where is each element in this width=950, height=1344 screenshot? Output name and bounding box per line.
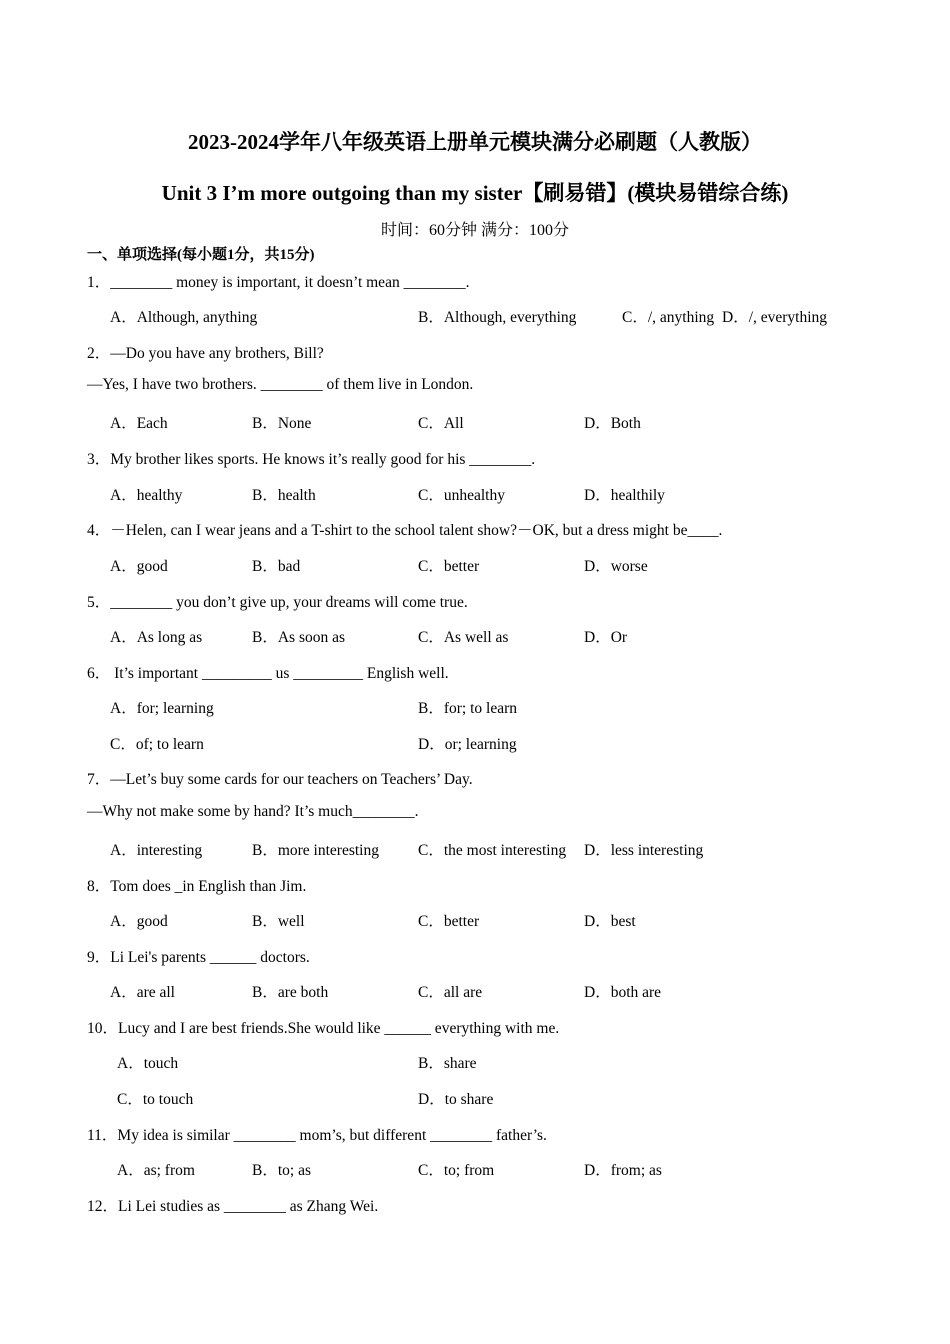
question-6-option-c: C．of; to learn <box>110 736 204 753</box>
question-1-option-b: B．Although, everything <box>418 309 577 326</box>
question-5-option-d: D．Or <box>584 629 628 646</box>
question-2-option-c: C．All <box>418 415 464 432</box>
question-2-stem: 2．—Do you have any brothers, Bill? <box>87 345 324 362</box>
question-9-option-b: B．are both <box>252 984 329 1001</box>
question-11-option-a: A．as; from <box>117 1162 195 1179</box>
question-2-stem-cont: —Yes, I have two brothers. ________ of them live in London. <box>87 376 474 393</box>
question-11-option-c: C．to; from <box>418 1162 495 1179</box>
question-7-stem: 7．—Let’s buy some cards for our teachers on Teachers’ Day. <box>87 771 473 788</box>
question-5-stem: 5．________ you don’t give up, your dreams will come true. <box>87 594 468 611</box>
question-5-option-a: A．As long as <box>110 629 203 646</box>
question-2-option-d: D．Both <box>584 415 641 432</box>
question-2-option-b: B．None <box>252 415 312 432</box>
question-5-option-c: C．As well as <box>418 629 509 646</box>
question-6-option-a: A．for; learning <box>110 700 214 717</box>
question-4-option-d: D．worse <box>584 558 648 575</box>
question-10-stem: 10．Lucy and I are best friends.She would like ______ everything with me. <box>87 1020 560 1037</box>
question-1-option-d: D．/, everything <box>722 309 828 326</box>
exam-meta: 时间：60分钟 满分：100分 <box>380 222 569 239</box>
question-4-option-a: A．good <box>110 558 168 575</box>
question-7-option-a: A．interesting <box>110 842 203 859</box>
question-7-stem-cont: —Why not make some by hand? It’s much________. <box>87 803 419 820</box>
question-7-option-c: C．the most interesting <box>418 842 567 859</box>
question-7-option-d: D．less interesting <box>584 842 704 859</box>
question-9-option-a: A．are all <box>110 984 175 1001</box>
question-9-option-d: D．both are <box>584 984 662 1001</box>
question-3-option-d: D．healthily <box>584 487 665 504</box>
question-10-option-a: A．touch <box>117 1055 179 1072</box>
question-4-option-c: C．better <box>418 558 480 575</box>
question-10-option-d: D．to share <box>418 1091 494 1108</box>
question-3-stem: 3．My brother likes sports. He knows it’s really good for his ________. <box>87 451 536 468</box>
question-8-option-a: A．good <box>110 913 168 930</box>
question-9-option-c: C．all are <box>418 984 483 1001</box>
question-3-option-a: A．healthy <box>110 487 183 504</box>
question-1-option-c: C．/, anything <box>622 309 715 326</box>
question-6-option-d: D．or; learning <box>418 736 517 753</box>
question-4-option-b: B．bad <box>252 558 301 575</box>
question-4-stem: 4．－Helen, can I wear jeans and a T-shirt to the school talent show?－OK, but a dress might be____. <box>87 522 723 539</box>
question-3-option-c: C．unhealthy <box>418 487 505 504</box>
question-6-stem: 6． It’s important _________ us _________ English well. <box>87 665 449 682</box>
question-11-stem: 11．My idea is similar ________ mom’s, but different ________ father’s. <box>87 1127 547 1144</box>
question-8-option-d: D．best <box>584 913 636 930</box>
question-12-stem: 12．Li Lei studies as ________ as Zhang Wei. <box>87 1198 379 1215</box>
question-9-stem: 9．Li Lei's parents ______ doctors. <box>87 949 310 966</box>
question-3-option-b: B．health <box>252 487 316 504</box>
question-2-option-a: A．Each <box>110 415 168 432</box>
question-5-option-b: B．As soon as <box>252 629 346 646</box>
question-1-stem: 1．________ money is important, it doesn’t mean ________. <box>87 274 470 291</box>
document-subtitle: Unit 3 I’m more outgoing than my sister【刷易错】(模块易错综合练) <box>161 181 789 205</box>
question-10-option-b: B．share <box>418 1055 477 1072</box>
question-8-stem: 8．Tom does _in English than Jim. <box>87 878 307 895</box>
section-heading: 一、单项选择(每小题1分，共15分) <box>87 247 315 263</box>
question-8-option-b: B．well <box>252 913 305 930</box>
question-10-option-c: C．to touch <box>117 1091 194 1108</box>
question-11-option-b: B．to; as <box>252 1162 311 1179</box>
question-7-option-b: B．more interesting <box>252 842 379 859</box>
question-8-option-c: C．better <box>418 913 480 930</box>
question-1-option-a: A．Although, anything <box>110 309 258 326</box>
document-title: 2023-2024学年八年级英语上册单元模块满分必刷题（人教版） <box>188 130 762 154</box>
question-6-option-b: B．for; to learn <box>418 700 518 717</box>
question-11-option-d: D．from; as <box>584 1162 662 1179</box>
